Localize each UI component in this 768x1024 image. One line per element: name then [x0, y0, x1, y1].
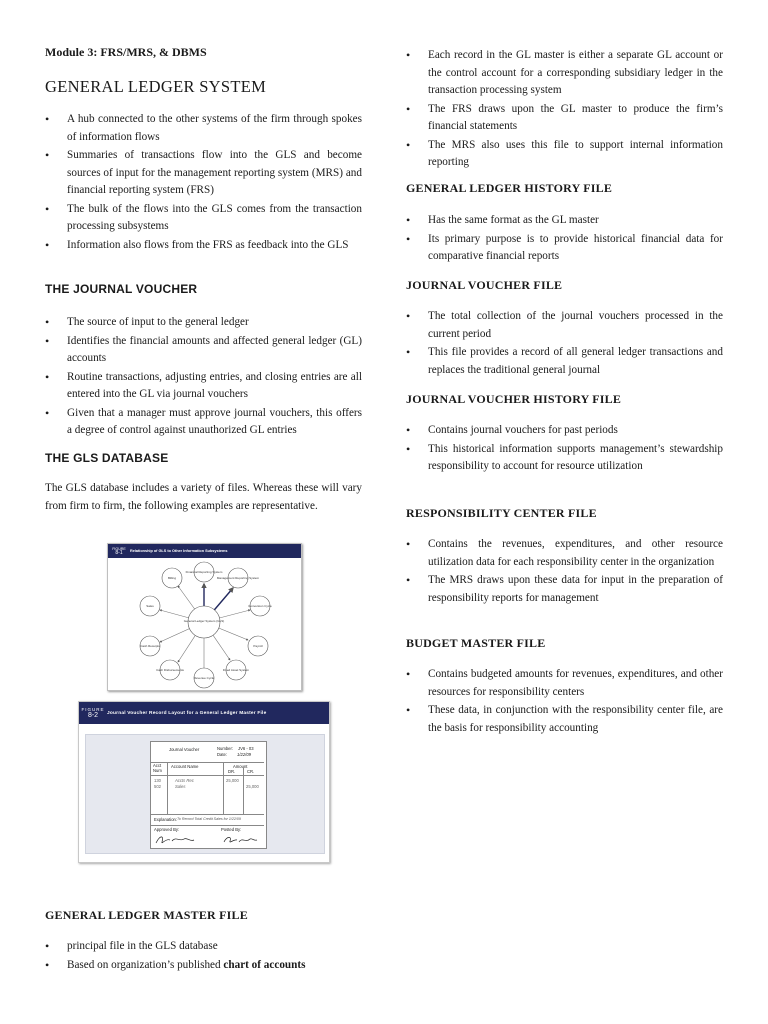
figure-number: 8-1 [115, 550, 123, 556]
list-item: • Each record in the GL master is either a separate GL account or the control account for a corresponding subsidiary ledger in the transaction processing system [406, 47, 723, 100]
module-header: Module 3: FRS/MRS, & DBMS [45, 45, 207, 59]
gls-database-paragraph: The GLS database includes a variety of files. Whereas these will vary from firm to firm, the following examples are representative. [45, 482, 362, 512]
col-amount: Amount [233, 764, 248, 769]
date-label: Date: [217, 752, 228, 757]
responsibility-center-bullet-list [406, 536, 723, 608]
node-label: Revenue Cycle [193, 676, 215, 680]
journal-voucher-heading: THE JOURNAL VOUCHER [45, 282, 198, 296]
list-item: • Contains budgeted amounts for revenues, expenditures, and other resources for responsibility centers [406, 666, 723, 701]
gls-bullet-list [45, 111, 362, 255]
node-label: Fixed Asset System [222, 668, 250, 672]
figure-label: FIGURE [112, 547, 126, 551]
list-item: • Given that a manager must approve journal vouchers, this offers a degree of control against unauthorized GL entries [45, 405, 362, 440]
node-label: Conversion Cycle [248, 604, 272, 608]
figure-journal-voucher-layout [78, 701, 330, 863]
approved-label: Approved By: [154, 827, 180, 832]
row-account-name: Sales [175, 784, 186, 789]
figure-gls-relationship [107, 543, 302, 691]
list-item: • A hub connected to the other systems of the firm through spokes of information flows [45, 111, 362, 146]
date-value: 1/22/09 [237, 752, 251, 757]
col-acct-num: Acct Num [153, 763, 162, 773]
figure-number: 8-2 [87, 712, 99, 719]
number-label: Number: [217, 746, 234, 751]
gl-master-file-heading: GENERAL LEDGER MASTER FILE [45, 908, 248, 922]
list-item: • Information also flows from the FRS as feedback into the GLS [45, 237, 362, 255]
list-item: • This file provides a record of all general ledger transactions and replaces the traditional general journal [406, 344, 723, 379]
journal-voucher-bullet-list [45, 314, 362, 441]
list-item: • The MRS draws upon these data for input in the preparation of responsibility reports for management [406, 572, 723, 607]
gls-hub-diagram [108, 558, 301, 690]
list-item: • The FRS draws upon the GL master to produce the firm’s financial statements [406, 101, 723, 136]
list-item: • Its primary purpose is to provide historical financial data for comparative financial reports [406, 231, 723, 266]
jv-history-bullet-list [406, 422, 723, 477]
page-title: GENERAL LEDGER SYSTEM [45, 77, 267, 96]
gl-master-bullet-list [45, 938, 362, 975]
list-item: • The bulk of the flows into the GLS comes from the transaction processing subsystems [45, 201, 362, 236]
hub-label: General Ledger System (GLS) [183, 619, 225, 623]
list-item: • Contains journal vouchers for past periods [406, 422, 723, 440]
jv-history-heading: JOURNAL VOUCHER HISTORY FILE [406, 392, 622, 406]
list-item: • This historical information supports management’s stewardship responsibility to account for resource utilization [406, 441, 723, 476]
figure-caption: Relationship of GLS to Other Information Subsystems [130, 549, 228, 553]
chart-of-accounts-term: chart of accounts [223, 958, 306, 971]
list-item: • Routine transactions, adjusting entries, and closing entries are all entered into the GL via journal vouchers [45, 369, 362, 404]
row-acct-num: 130 [154, 778, 161, 783]
node-label: Payroll [253, 644, 263, 648]
list-item: • principal file in the GLS database [45, 938, 362, 956]
signatures [154, 833, 264, 847]
gl-master-continued-bullet-list [406, 47, 723, 173]
list-item: • Summaries of transactions flow into the GLS and become sources of input for the management reporting system (MRS) and financial reporting system (FRS) [45, 147, 362, 200]
jv-file-heading: JOURNAL VOUCHER FILE [406, 278, 563, 292]
gls-database-heading: THE GLS DATABASE [45, 451, 169, 465]
node-label: Cash Receipts [140, 644, 160, 648]
row-cr: 25,000 [246, 784, 259, 789]
col-cr: CR. [247, 769, 255, 774]
list-item: • Based on organization’s published chart of accounts [45, 957, 362, 975]
journal-voucher-form [150, 741, 267, 849]
gl-history-bullet-list [406, 212, 723, 267]
list-item: • The MRS also uses this file to support internal information reporting [406, 137, 723, 172]
explanation-label: Explanation: [154, 817, 178, 822]
list-item: • The source of input to the general ledger [45, 314, 362, 332]
figure-label: FIGURE [81, 707, 105, 712]
node-label: Sales [146, 604, 154, 608]
list-item: • Has the same format as the GL master [406, 212, 723, 230]
row-dr: 25,000 [226, 778, 239, 783]
posted-label: Posted By: [221, 827, 242, 832]
node-label: Cash Disbursements [156, 668, 184, 672]
row-account-name: Accts Rec [175, 778, 194, 783]
voucher-title: Journal Voucher [169, 747, 200, 752]
list-item: • Contains the revenues, expenditures, and other resource utilization data for each responsibility center in the organization [406, 536, 723, 571]
node-label: Management Reporting System [216, 576, 260, 580]
row-acct-num: 502 [154, 784, 161, 789]
col-dr: DR. [228, 769, 236, 774]
number-value: JV6 - 03 [238, 746, 254, 751]
gl-history-heading: GENERAL LEDGER HISTORY FILE [406, 181, 613, 195]
budget-master-bullet-list [406, 666, 723, 738]
responsibility-center-heading: RESPONSIBILITY CENTER FILE [406, 506, 597, 520]
explanation-value: To Record Total Credit Sales for 1/22/09 [177, 817, 241, 821]
list-item: • The total collection of the journal vouchers processed in the current period [406, 308, 723, 343]
node-label: Billing [167, 576, 177, 580]
figure-caption: Journal Voucher Record Layout for a General Ledger Master File [107, 710, 267, 716]
col-account-name: Account Name [171, 764, 199, 769]
list-item: • Identifies the financial amounts and affected general ledger (GL) accounts [45, 333, 362, 368]
list-item: • These data, in conjunction with the responsibility center file, are the basis for responsibility accounting [406, 702, 723, 737]
node-label: Financial Reporting System [185, 570, 223, 574]
jv-file-bullet-list [406, 308, 723, 380]
budget-master-heading: BUDGET MASTER FILE [406, 636, 546, 650]
